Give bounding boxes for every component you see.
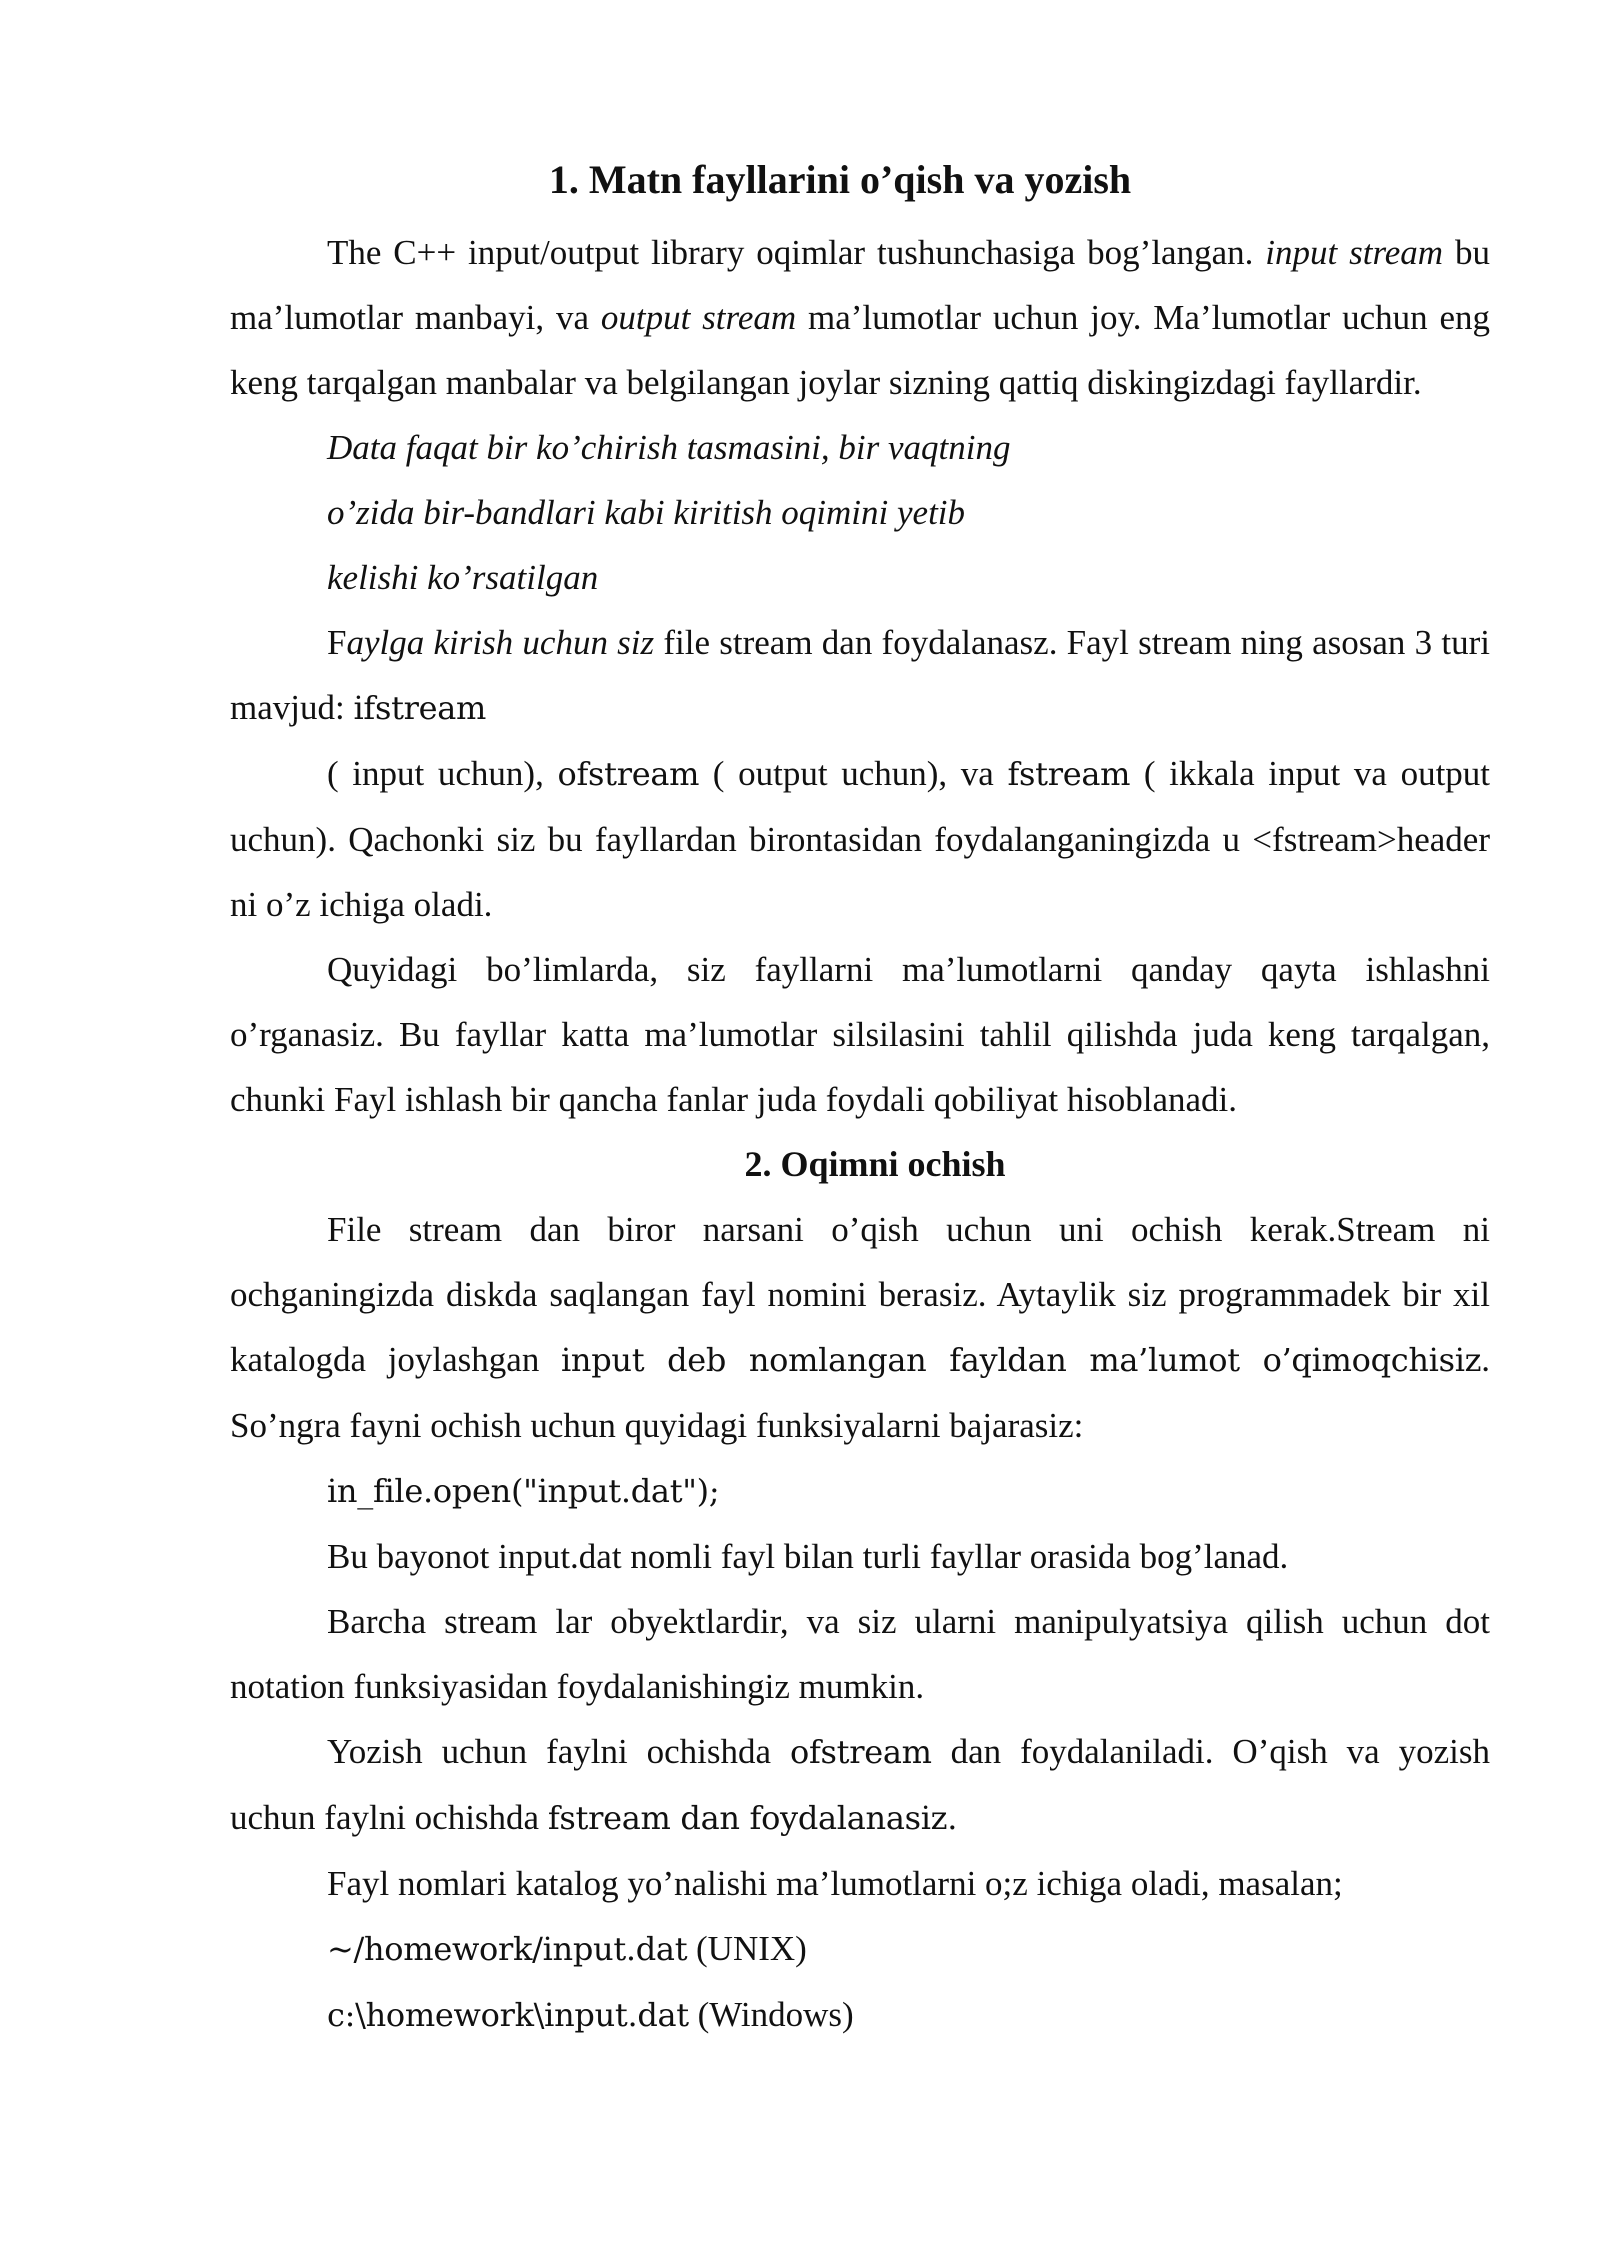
text-run: . So’ngra fayni ochish uchun quyidagi funksiyalarni bajarasiz:: [230, 1340, 1490, 1445]
paragraph-sections: Quyidagi bo’limlarda, siz fayllarni ma’lumotlarni qanday qayta ishlashni o’rganasiz. Bu fayllar katta ma’lumotlar silsilasini tahlil qilishda juda keng tarqalgan, chunki Fayl ishlash bir qancha fanlar juda foydali qobiliyat hisoblanadi.: [230, 950, 1490, 1119]
paragraph-file-streams: [230, 610, 1490, 741]
italic-term: aylga kirish uchun siz: [346, 623, 655, 662]
text-run: ( ikkala input va output uchun). Qachonki siz bu fayllardan birontasidan foydalanganingizda u <fstream>header ni o’z ichiga oladi.: [230, 754, 1491, 924]
text-run: file stream dan foydalanasz. Fayl stream ning asosan 3 turi mavjud:: [230, 623, 1490, 727]
text-run: The C++ input/output library oqimlar tushunchasiga bog’langan.: [327, 233, 1266, 272]
code-line: in_file.open("input.dat");: [327, 1472, 720, 1510]
code-term: fstream: [1007, 755, 1131, 793]
path-example-windows: [230, 1982, 1490, 2048]
quote-line: [327, 545, 1490, 610]
paragraph-write-mode: [230, 1719, 1490, 1851]
quote-line: [327, 480, 1490, 545]
text-run: ( input uchun),: [327, 754, 558, 793]
paragraph-intro: [230, 220, 1490, 415]
quote-text: kelishi ko’rsatilgan: [327, 558, 599, 597]
italic-term: input stream: [1265, 233, 1444, 272]
code-term: ifstream: [353, 689, 487, 727]
path-code: c:\homework\input.dat: [327, 1996, 689, 2034]
code-example: [230, 1458, 1490, 1524]
paragraph-stream-types: [230, 741, 1490, 937]
quote-text: o’zida bir-bandlari kabi kiritish oqimini yetib: [327, 493, 966, 532]
code-term: ofstream: [790, 1733, 932, 1771]
path-label: (UNIX): [687, 1929, 807, 1968]
paragraph-paths: Fayl nomlari katalog yo’nalishi ma’lumotlarni o;z ichiga oladi, masalan;: [327, 1864, 1343, 1903]
text-run: ( output uchun), va: [699, 754, 1008, 793]
code-term: fstream dan foydalanasiz.: [547, 1799, 958, 1837]
path-example-unix: [230, 1916, 1490, 1982]
code-term: input deb nomlangan fayldan ma’lumot o’qimoqchisiz: [561, 1341, 1482, 1379]
quote-text: Data faqat bir ko’chirish tasmasini, bir vaqtning: [327, 428, 1011, 467]
text-run: bu ma’lumotlar manbayi, va: [230, 233, 1490, 337]
code-term: ofstream: [557, 755, 700, 793]
italic-term: output stream: [600, 298, 797, 337]
quote-line: [327, 415, 1490, 480]
text-run: F: [327, 623, 347, 662]
text-run: dan foydalaniladi. O’qish va yozish uchun faylni ochishda: [230, 1732, 1490, 1837]
paragraph-objects: Barcha stream lar obyektlardir, va siz ularni manipulyatsiya qilish uchun dot notation funksiyasidan foydalanishingiz mumkin.: [230, 1602, 1490, 1706]
path-code: ~/homework/input.dat: [327, 1930, 688, 1968]
text-run: File stream dan biror narsani o’qish uchun uni ochish kerak.Stream ni ochganingizda diskda saqlangan fayl nomini berasiz. Aytaylik siz programmadek bir xil katalogda joylashgan: [230, 1210, 1490, 1379]
path-label: (Windows): [688, 1995, 854, 2034]
paragraph-open-stream: [230, 1197, 1490, 1458]
section-heading-1: 1. Matn fayllarini o’qish va yozish: [548, 157, 1132, 202]
document-page: [230, 140, 1490, 2048]
italic-quote-block: [230, 415, 1490, 610]
text-run: ma’lumotlar uchun joy. Ma’lumotlar uchun eng keng tarqalgan manbalar va belgilangan joylar sizning qattiq diskingizdagi fayllardir.: [230, 298, 1490, 402]
section-heading-2: 2. Oqimni ochish: [744, 1144, 1006, 1184]
text-run: Yozish uchun faylni ochishda: [327, 1732, 790, 1771]
paragraph-statement: Bu bayonot input.dat nomli fayl bilan turli fayllar orasida bog’lanad.: [327, 1537, 1289, 1576]
